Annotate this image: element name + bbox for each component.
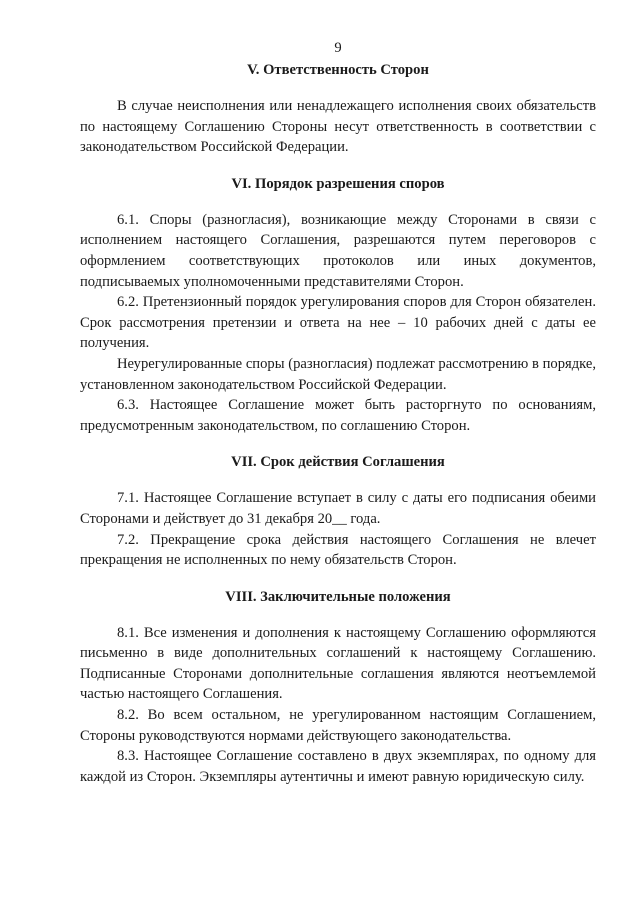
paragraph: 6.3. Настоящее Соглашение может быть расторгнуто по основаниям, предусмотренным законодательством, по соглашению Сторон. — [80, 397, 596, 434]
section-title: VI. Порядок разрешения споров — [231, 175, 445, 192]
paragraph: 7.2. Прекращение срока действия настоящего Соглашения не влечет прекращения не исполненных по нему обязательств Сторон. — [80, 531, 596, 569]
section-title: VII. Срок действия Соглашения — [231, 454, 445, 471]
paragraph: 7.1. Настоящее Соглашение вступает в силу с даты его подписания обеими Сторонами и действует до 31 декабря 20__ года. — [80, 490, 596, 527]
paragraph: В случае неисполнения или ненадлежащего исполнения своих обязательств по настоящему Соглашению Стороны несут ответственность в соответствии с законодательством Российской Федерации. — [80, 98, 596, 156]
section-term — [80, 452, 596, 570]
paragraph: 8.2. Во всем остальном, не урегулированном настоящим Соглашением, Стороны руководствуются нормами действующего законодательства. — [80, 707, 596, 744]
paragraph: 6.1. Споры (разногласия), возникающие между Сторонами в связи с исполнением настоящего Соглашения, разрешаются путем переговоров с оформлением соответствующих протоколов или иных документов, подписываемых уполномоченными представителями Сторон. — [80, 211, 596, 290]
document-page — [80, 38, 596, 787]
section-disputes — [80, 174, 596, 437]
section-final-provisions — [80, 587, 596, 788]
paragraph: 8.1. Все изменения и дополнения к настоящему Соглашению оформляются письменно в виде дополнительных соглашений к настоящему Соглашению. Подписанные Сторонами дополнительные соглашения являются неотъемлемой частью настоящего Соглашения. — [80, 624, 596, 703]
section-liability — [80, 60, 596, 158]
section-title: V. Ответственность Сторон — [247, 62, 429, 78]
paragraph: Неурегулированные споры (разногласия) подлежат рассмотрению в порядке, установленном законодательством Российской Федерации. — [80, 355, 596, 393]
paragraph: 8.3. Настоящее Соглашение составлено в двух экземплярах, по одному для каждой из Сторон. Экземпляры аутентичны и имеют равную юридическую силу. — [80, 748, 596, 785]
paragraph: 6.2. Претензионный порядок урегулирования споров для Сторон обязателен. Срок рассмотрения претензии и ответа на нее – 10 рабочих дней с даты ее получения. — [80, 294, 596, 352]
section-title: VIII. Заключительные положения — [225, 588, 451, 605]
page-number: 9 — [334, 40, 342, 56]
